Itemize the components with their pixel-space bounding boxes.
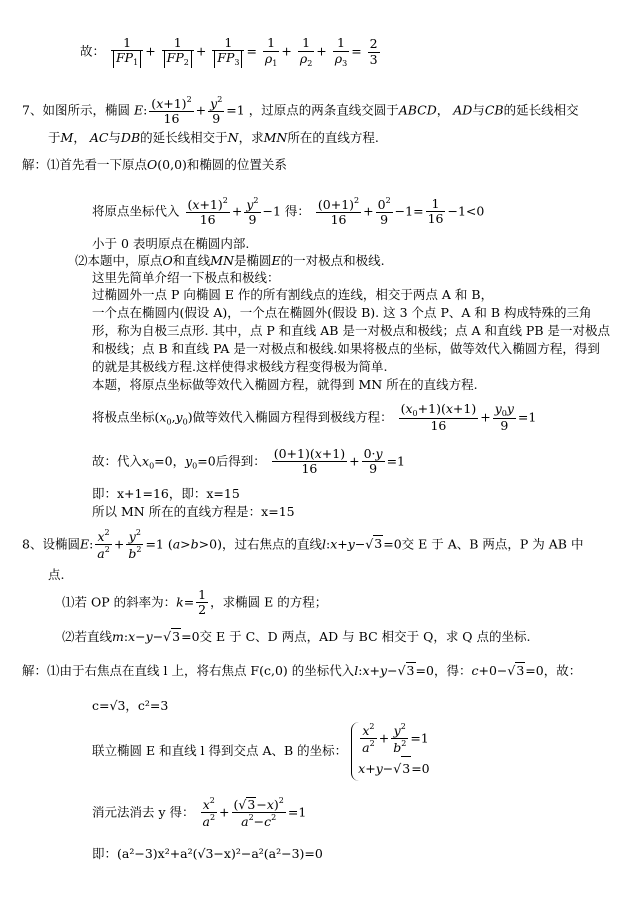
solution-7-step-11: 本题，将原点坐标做等效代入椭圆方程，就得到 MN 所在的直线方程. xyxy=(92,377,478,392)
solution-8-step-3 xyxy=(92,722,430,781)
p7-text-e: 于 xyxy=(48,130,61,145)
solution-7-step-6: 过椭圆外一点 P 向椭圆 E 作的所有割线点的连线，相交于两点 A 和 B， xyxy=(92,287,494,302)
s4-text-b: 和直线 xyxy=(172,253,211,268)
solution-8-label: 解： xyxy=(22,663,48,678)
problem-8-question-1: ⑴若 OP 的斜率为：k= $\frac{1}{2}$ ，求椭圆 E 的方程； xyxy=(62,587,328,618)
problem-8-line-1: 8、设椭圆E: $\frac{x^2}{a^2}$ + $\frac{y^2}{b^2}$ =1 (a>b>0)，过右焦点的直线l:x+y−√3=0交 E 于 A、B 两点，P 为 AB 中 xyxy=(22,528,584,562)
result-num: 2 xyxy=(369,36,378,52)
p7-text-d: 的延长线相交 xyxy=(503,102,579,118)
solution-7-step-12: 将极点坐标$(x_0,y_0)$做等效代入椭圆方程得到极线方程： $\frac{(x_0+1)(x+1)}{16}$ + $\frac{y_0y}{9}$ =1 xyxy=(92,401,537,434)
q2-text: ⑵若直线 xyxy=(62,629,113,644)
solution-7-step-15: 所以 MN 所在的直线方程是：x=15 xyxy=(92,504,295,519)
a1-text-c: ，故： xyxy=(543,663,582,678)
q1-text-b: ，求椭圆 E 的方程； xyxy=(210,594,328,610)
s2-text-b: 得： xyxy=(284,203,310,219)
p8-text-b: ，过右焦点的直线 xyxy=(221,536,322,552)
solution-7-step-9: 和极线；点 B 和直线 PA 是一对极点和极线.如果将极点的坐标，做等效代入椭圆方程，得到 xyxy=(92,341,600,356)
result-prefix: 故： xyxy=(80,43,106,59)
s4-text: ⑵本题中，原点 xyxy=(75,253,163,268)
problem-7-line-1: 7、如图所示，椭圆 E: $\frac{(x+1)^2}{16}$ + $\frac{y^2}{9}$ =1 ，过原点的两条直线交圆于ABCD， AD与CB的延长线相交 xyxy=(22,95,579,127)
equation-system: $\frac{x^2}{a^2}$ + $\frac{y^2}{b^2}$ =1 x+y−√3=0 xyxy=(351,722,429,781)
solution-8-step-2: c=√3，c²=3 xyxy=(92,698,169,713)
problem-8-question-2: ⑵若直线m:x−y−√3=0交 E 于 C、D 两点，AD 与 BC 相交于 Q，求 Q 点的坐标. xyxy=(62,629,531,644)
s12-text: 将极点坐标 xyxy=(92,409,155,425)
p7-text-h: ，求 xyxy=(238,130,264,145)
problem-8-line-2: 点. xyxy=(48,567,65,582)
problem-7-line-2: 于M， AC与DB的延长线相交于N，求MN所在的直线方程. xyxy=(48,130,379,145)
solution-7-step-3: 小于 0 表明原点在椭圆内部. xyxy=(92,236,250,251)
a1-text: ⑴由于右焦点在直线 l 上，将右焦点 F(c,0) 的坐标代入 xyxy=(47,663,355,678)
solution-8-step-1: 解：⑴由于右焦点在直线 l 上，将右焦点 F(c,0) 的坐标代入l:x+y−√3=0，得：c+0−√3=0，故： xyxy=(22,663,582,678)
solution-7-step-7: 一个点在椭圆内(假设 A)，一个点在椭圆外(假设 B). 这 3 个点 P、A 和 B 构成特殊的三角 xyxy=(92,305,592,320)
s2-text: 将原点坐标代入 xyxy=(92,203,180,219)
solution-7-step-13: 故：代入$x_0=0$，$y_0=0$后得到： $\frac{(0+1)(x+1)}{16}$ + $\frac{0\cdot y}{9}$ =1 xyxy=(92,446,406,477)
s1-text: ⑴首先看一下原点 xyxy=(47,157,148,172)
p7-text-c: 与 xyxy=(472,102,485,118)
solution-7-step-5: 这里先简单介绍一下极点和极线： xyxy=(92,270,280,285)
s13-text-b: 后得到： xyxy=(215,453,266,469)
solution-8-step-4: 消元法消去 y 得： $\frac{x^2}{a^2}$ + $\frac{(√3-x)^2}{a^2-c^2}$ =1 xyxy=(92,796,307,830)
s4-text-d: 的一对极点和极线. xyxy=(280,253,385,268)
solution-8-step-5: 即：(a²−3)x²+a²(√3−x)²−a²(a²−3)=0 xyxy=(92,846,323,861)
a1-text-b: ，得： xyxy=(433,663,472,678)
p7-text-b: ，过原点的两条直线交圆于 xyxy=(248,102,399,118)
solution-label: 解： xyxy=(22,157,48,172)
s13-text: 故：代入 xyxy=(92,453,143,469)
solution-7-step-2: 将原点坐标代入 $\frac{(x+1)^2}{16}$ + $\frac{y^2}{9}$ −1 得： $\frac{(0+1)^2}{16}$ + $\frac{0^2}{9}$ −1= $\frac{1}{16}$ −1<0 xyxy=(92,196,485,228)
s1-text-b: 和椭圆的位置关系 xyxy=(186,157,287,172)
q1-text: ⑴若 OP 的斜率为： xyxy=(62,594,177,610)
solution-7-step-14: 即：x+1=16，即：x=15 xyxy=(92,486,240,501)
a3-text: 联立椭圆 E 和直线 l 得到交点 A、B 的坐标： xyxy=(92,742,348,758)
a4-text: 消元法消去 y 得： xyxy=(92,804,195,820)
p8-text-c: 交 E 于 A、B 两点，P 为 AB 中 xyxy=(401,536,584,552)
solution-7-step-4: ⑵本题中，原点O和直线MN是椭圆E的一对极点和极线. xyxy=(75,253,385,268)
solution-7-step-10: 的就是其极线方程.这样使得求极线方程变得极为简单. xyxy=(92,359,388,374)
p7-text-g: 的延长线相交于 xyxy=(140,130,228,145)
p8-text-a: 8、设椭圆 xyxy=(22,536,80,552)
solution-7-step-8: 形，称为自极三点形. 其中，点 P 和直线 AB 是一对极点和极线；点 A 和直线 PB 是一对极点 xyxy=(92,323,610,338)
p7-text-i: 所在的直线方程. xyxy=(287,130,379,145)
p7-text-a: 7、如图所示，椭圆 xyxy=(22,102,130,118)
solution-7-step-1: 解：⑴首先看一下原点O(0,0)和椭圆的位置关系 xyxy=(22,157,287,172)
result-den: 3 xyxy=(369,51,378,67)
result-equation-line: 故： $\frac{1}{FP_1}$ + $\frac{1}{FP_2}$ + $\frac{1}{FP_3}$ = $\frac{1}{\rho_1}$ + $\frac{1}{\rho_2}$ + $\frac{1}{\rho_3}$ = $\frac{2}{3}$ xyxy=(80,35,378,68)
s4-text-c: 是椭圆 xyxy=(234,253,272,268)
p7-text-f: 与 xyxy=(108,130,121,145)
s12-text-b: 做等效代入椭圆方程得到极线方程： xyxy=(192,409,393,425)
q2-text-b: 交 E 于 C、D 两点，AD 与 BC 相交于 Q，求 Q 点的坐标. xyxy=(199,629,531,644)
